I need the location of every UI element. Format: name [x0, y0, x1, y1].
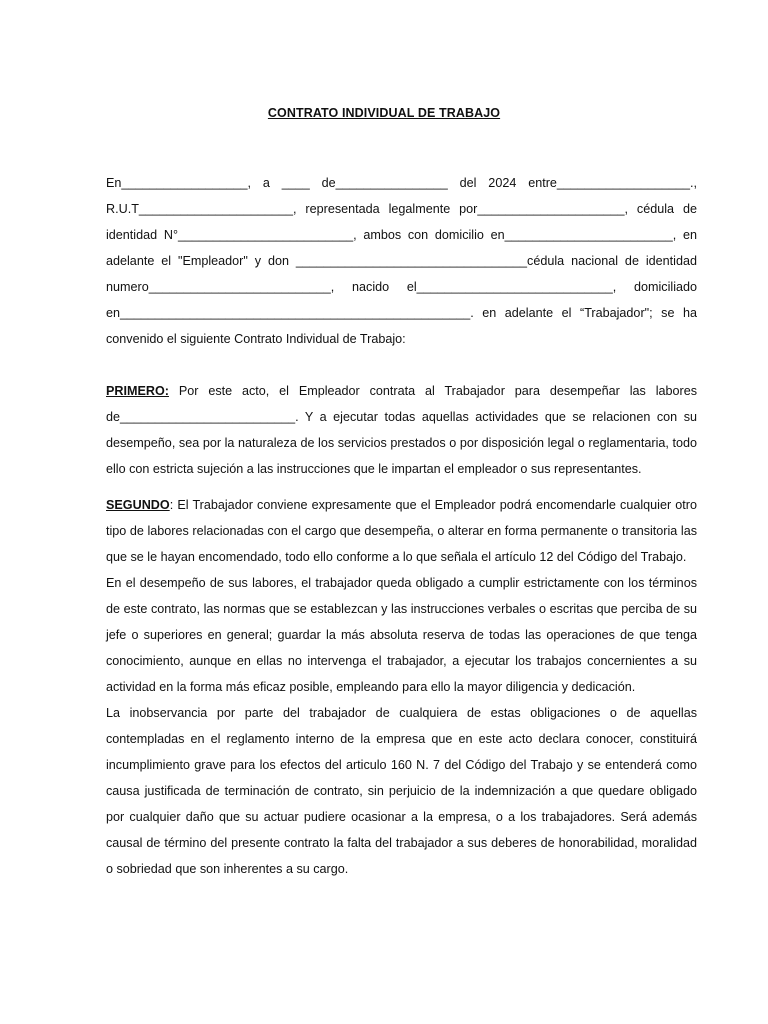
clause-primero-heading: PRIMERO:: [106, 384, 169, 398]
clause-primero-text: Por este acto, el Empleador contrata al Trabajador para desempeñar las labores de_________________________. Y a ejecutar todas aquellas actividades que se relacionen con su desempeño, sea por la naturaleza de los servicios prestados o por disposición legal o reglamentaria, todo ello con estricta sujeción a las instrucciones que le impartan el empleador o sus representantes.: [106, 384, 697, 476]
paragraph-spacer: [106, 352, 697, 378]
clause-segundo: [106, 492, 697, 570]
clause-segundo-paragraph-2: En el desempeño de sus labores, el trabajador queda obligado a cumplir estrictamente con los términos de este contrato, las normas que se establezcan y las instrucciones verbales o escritas que perciba de su jefe o superiores en general; guardar la más absoluta reserva de todas las operaciones de que tenga conocimiento, aunque en ellas no intervenga el trabajador, a ejecutar los trabajos concernientes a su actividad en la forma más eficaz posible, empleando para ello la mayor diligencia y dedicación.: [106, 576, 697, 694]
document-body: [106, 170, 697, 882]
clause-segundo-text: : El Trabajador conviene expresamente que el Empleador podrá encomendarle cualquier otro tipo de labores relacionadas con el cargo que desempeña, o alterar en forma permanente o transitoria las que se le hayan encomendado, todo ello conforme a lo que señala el artículo 12 del Código del Trabajo.: [106, 498, 697, 564]
intro-paragraph: En__________________, a ____ de________________ del 2024 entre___________________., R.U.T______________________, representada legalmente por_____________________, cédula de identidad N°_________________________, ambos con domicilio en________________________, en adelante el "Empleador" y don _________________________________cédula nacional de identidad numero__________________________, nacido el____________________________, domiciliado en__________________________________________________. en adelante el “Trabajador"; se ha convenido el siguiente Contrato Individual de Trabajo:: [106, 176, 697, 346]
clause-segundo-heading: SEGUNDO: [106, 498, 170, 512]
document-title: CONTRATO INDIVIDUAL DE TRABAJO: [267, 106, 501, 120]
paragraph-spacer: [106, 482, 697, 492]
clause-primero: [106, 378, 697, 482]
clause-segundo-paragraph-3: La inobservancia por parte del trabajador de cualquiera de estas obligaciones o de aquellas contempladas en el reglamento interno de la empresa que en este acto declara conocer, constituirá incumplimiento grave para los efectos del articulo 160 N. 7 del Código del Trabajo y se entenderá como causa justificada de terminación de contrato, sin perjuicio de la indemnización a que quedare obligado por cualquier daño que su actuar pudiere ocasionar a la empresa, o a los trabajadores. Será además causal de término del presente contrato la falta del trabajador a sus deberes de honorabilidad, moralidad o sobriedad que son inherentes a su cargo.: [106, 706, 697, 876]
